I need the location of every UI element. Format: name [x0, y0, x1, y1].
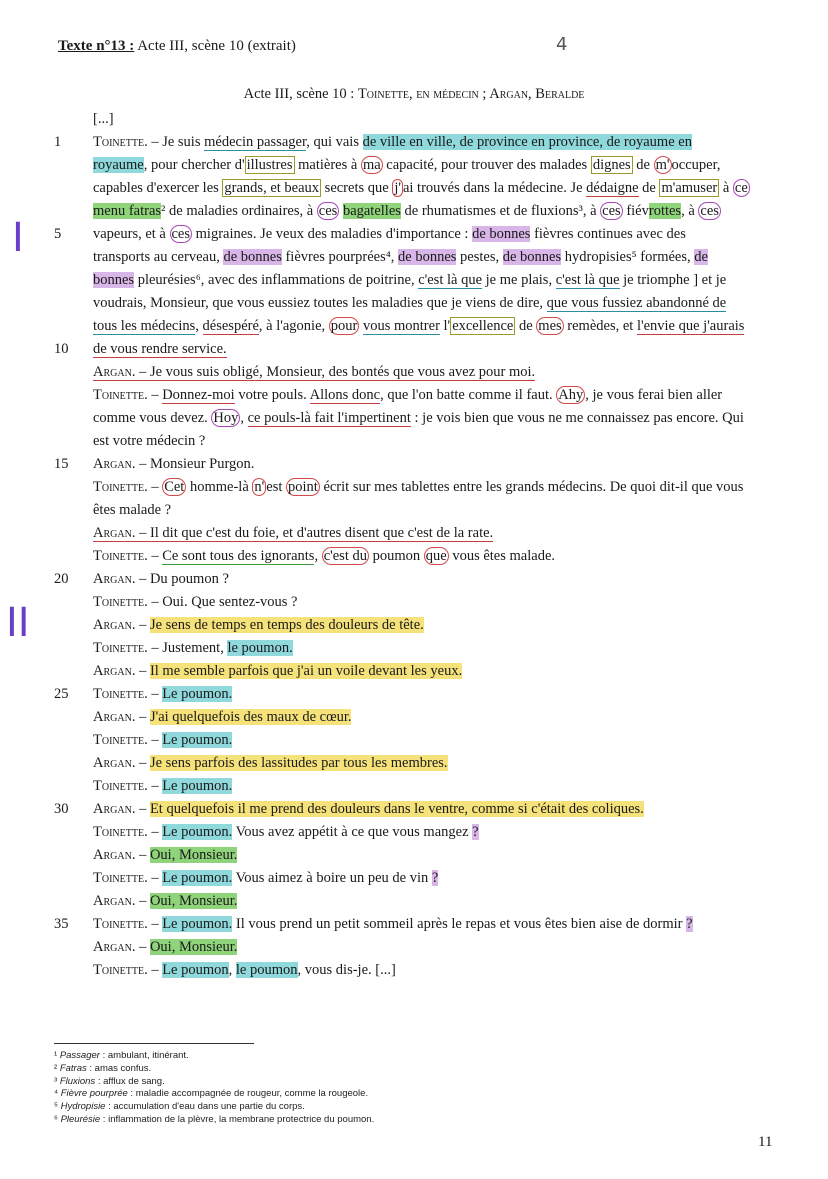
text-fragment: ? — [431, 870, 439, 886]
text-line — [0, 522, 828, 545]
text-fragment: Argan. – — [93, 709, 150, 725]
footnote — [54, 1101, 374, 1114]
speaker-name: Toinette — [93, 778, 145, 794]
line-text — [93, 959, 396, 982]
opening-ellipsis: [...] — [93, 111, 114, 127]
text-fragment: Le poumon. — [162, 870, 233, 886]
text-fragment: ce pouls-là fait l'impertinent — [247, 410, 411, 426]
line-text — [93, 821, 479, 844]
line-text — [93, 752, 448, 775]
text-fragment: fièvres continues avec des — [530, 226, 686, 242]
margin-part-two-mark: II — [6, 600, 30, 646]
text-fragment: médecin passager — [204, 134, 307, 150]
text-line — [0, 246, 828, 269]
text-fragment: transports au cerveau, — [93, 249, 224, 265]
text-fragment: tous les médecins — [93, 318, 196, 334]
text-fragment: c'est du — [323, 548, 367, 564]
footnote-number: ³ — [54, 1075, 60, 1087]
speaker-name: Argan — [93, 847, 132, 863]
text-fragment: , à l'agonie, — [258, 318, 329, 334]
line-text — [93, 453, 254, 476]
line-text — [93, 177, 750, 200]
text-fragment: , à — [681, 203, 699, 219]
line-number: 30 — [54, 801, 69, 817]
handwritten-mark: 4 — [556, 34, 568, 55]
text-fragment: de ville en ville, de province en province, de royaume en — [362, 134, 692, 150]
line-text — [93, 890, 237, 913]
speaker-name: Toinette — [93, 548, 145, 564]
line-text — [93, 476, 743, 499]
text-fragment: ² — [161, 203, 166, 219]
footnotes — [54, 1050, 374, 1127]
text-fragment: Hoy — [213, 410, 239, 426]
text-fragment: mes — [538, 318, 562, 334]
speaker-name: Toinette — [93, 962, 145, 978]
text-fragment: : je vois bien que vous ne me connaissez pas encore. Qui — [410, 410, 744, 426]
text-fragment: m'amuser — [661, 180, 718, 196]
footnote-number: ⁴ — [54, 1088, 61, 1100]
text-line — [0, 706, 828, 729]
line-number: 1 — [54, 134, 62, 150]
text-fragment: excellence — [452, 318, 514, 334]
line-text — [93, 292, 726, 315]
text-fragment: fiév — [622, 203, 649, 219]
text-line — [0, 315, 828, 338]
footnote-definition: : afflux de sang. — [95, 1075, 165, 1087]
text-fragment: Toinette. – — [93, 962, 163, 978]
text-fragment: ces — [318, 203, 338, 219]
text-line — [0, 200, 828, 223]
footnote-number: ⁶ — [54, 1113, 61, 1125]
speaker-name: Toinette — [93, 594, 145, 610]
text-fragment: poumon — [368, 548, 424, 564]
text-line — [0, 959, 828, 982]
footnote-separator — [54, 1043, 254, 1044]
text-fragment: vous êtes malade. — [448, 548, 556, 564]
line-number: 10 — [54, 341, 69, 357]
text-fragment: de — [632, 157, 654, 173]
text-fragment: vapeurs, et à — [93, 226, 170, 242]
text-line — [0, 890, 828, 913]
text-fragment: , — [228, 962, 236, 978]
text-fragment: Argan. – — [93, 617, 150, 633]
text-fragment: m' — [655, 157, 670, 173]
text-fragment: hydropisies⁵ formées, — [561, 249, 695, 265]
text-fragment: Oui, Monsieur. — [149, 939, 238, 955]
text-fragment: de bonnes — [502, 249, 562, 265]
text-fragment: Toinette. – Je suis — [93, 134, 205, 150]
line-text — [93, 913, 693, 936]
text-fragment: comme vous devez. — [93, 410, 212, 426]
line-number: 20 — [54, 571, 69, 587]
text-fragment: de — [638, 180, 660, 196]
speaker-name: Toinette — [93, 640, 145, 656]
text-fragment: Argan. – Je vous suis obligé, Monsieur, des bontés que vous avez pour moi. — [93, 364, 536, 380]
text-fragment: c'est là que — [555, 272, 620, 288]
footnote-term: Fièvre pourprée — [60, 1088, 128, 1100]
text-fragment: Argan. – Il dit que c'est du foie, et d'autres disent que c'est de la rate. — [93, 525, 494, 541]
text-fragment: Le poumon — [162, 962, 229, 978]
speaker-name: Toinette — [93, 732, 145, 748]
footnote-definition: : inflammation de la plèvre, la membrane protectrice du poumon. — [100, 1113, 375, 1125]
text-fragment: Je sens de temps en temps des douleurs de tête. — [149, 617, 424, 633]
text-fragment: de — [694, 249, 708, 265]
footnote-term: Fatras — [59, 1062, 87, 1074]
footnote-term: Pleurésie — [60, 1113, 101, 1125]
line-text — [93, 246, 708, 269]
text-fragment: bagatelles — [342, 203, 401, 219]
text-fragment: le poumon — [235, 962, 298, 978]
line-text — [93, 499, 171, 522]
footnote — [54, 1050, 374, 1063]
text-fragment: Argan. – — [93, 755, 150, 771]
text-fragment: Oui, Monsieur. — [149, 893, 238, 909]
text-line — [0, 798, 828, 821]
text-fragment: ces — [602, 203, 621, 219]
text-fragment: ma — [362, 157, 381, 173]
scene-title: Acte III, scène 10 : — [243, 86, 355, 102]
text-line — [0, 384, 828, 407]
text-line — [0, 361, 828, 384]
text-fragment: votre pouls. — [234, 387, 310, 403]
speaker-name: Toinette — [93, 686, 145, 702]
text-fragment: ces — [700, 203, 719, 219]
text-fragment: migraines. Je veux des maladies d'importance : — [192, 226, 473, 242]
footnote-definition: : accumulation d'eau dans une partie du corps. — [105, 1101, 305, 1113]
text-line — [0, 775, 828, 798]
text-fragment: n' — [254, 479, 265, 495]
line-number: 15 — [54, 456, 69, 472]
line-text — [93, 706, 351, 729]
text-fragment: le poumon. — [227, 640, 293, 656]
text-fragment: occuper, — [671, 157, 721, 173]
text-fragment: bonnes — [93, 272, 135, 288]
text-line — [0, 568, 828, 591]
speaker-name: Argan — [93, 571, 132, 587]
line-text — [93, 614, 424, 637]
text-fragment: capacité, pour trouver des malades — [382, 157, 591, 173]
text-fragment: grands, et beaux — [224, 180, 320, 196]
speaker-name: Argan — [93, 663, 132, 679]
text-line — [0, 844, 828, 867]
text-fragment: Toinette. – — [93, 732, 163, 748]
speaker-name: Toinette — [93, 134, 145, 150]
text-fragment: que vous fussiez abandonné de — [546, 295, 727, 311]
text-fragment: Oui, Monsieur. — [149, 847, 238, 863]
line-text — [93, 591, 298, 614]
text-fragment: écrit sur mes tablettes entre les grands médecins. De quoi dit-il que vous — [319, 479, 744, 495]
text-fragment: J'ai quelquefois des maux de cœur. — [149, 709, 352, 725]
text-header — [58, 38, 296, 55]
text-fragment: ce — [734, 180, 748, 196]
text-fragment: , pour chercher d' — [143, 157, 245, 173]
text-fragment: , qui vais — [306, 134, 363, 150]
text-fragment: , vous dis-je. [...] — [297, 962, 396, 978]
text-fragment: êtes malade ? — [93, 502, 172, 518]
speaker-name: Toinette — [93, 479, 145, 495]
line-text — [93, 660, 462, 683]
text-fragment: Donnez-moi — [162, 387, 235, 403]
text-fragment: Argan. – Du poumon ? — [93, 571, 229, 587]
line-text — [93, 131, 692, 154]
line-text — [93, 775, 232, 798]
line-text — [93, 798, 644, 821]
text-fragment: c'est là que — [418, 272, 483, 288]
text-line — [0, 430, 828, 453]
text-fragment: désespéré — [202, 318, 259, 334]
text-fragment: Ce sont tous des ignorants — [162, 548, 315, 564]
text-fragment: vous montrer — [362, 318, 440, 334]
text-fragment: Le poumon. — [162, 824, 233, 840]
text-fragment: l'envie que j'aurais — [636, 318, 745, 334]
text-fragment: ? — [686, 916, 693, 932]
footnote-definition: : maladie accompagnée de rougeur, comme la rougeole. — [127, 1088, 369, 1100]
text-line — [0, 729, 828, 752]
text-fragment: Toinette. – — [93, 479, 163, 495]
text-fragment: Argan. – — [93, 663, 150, 679]
text-line — [0, 752, 828, 775]
text-line — [0, 936, 828, 959]
text-line — [0, 476, 828, 499]
text-line — [0, 292, 828, 315]
text-fragment: menu fatras — [93, 203, 162, 219]
scene-heading — [0, 86, 828, 103]
text-fragment: Cet — [164, 479, 185, 495]
text-line — [0, 177, 828, 200]
text-line — [0, 338, 828, 361]
footnote-number: ² — [54, 1062, 60, 1074]
text-fragment: Il me semble parfois que j'ai un voile devant les yeux. — [149, 663, 463, 679]
text-fragment: dignes — [592, 157, 631, 173]
text-fragment: remèdes, et — [563, 318, 637, 334]
text-fragment: Toinette. – — [93, 870, 163, 886]
scene-characters: Toinette, en médecin ; Argan, Beralde — [357, 86, 585, 102]
text-fragment: de bonnes — [472, 226, 531, 242]
text-fragment: est — [266, 479, 286, 495]
footnote-definition: : ambulant, itinérant. — [99, 1050, 189, 1061]
text-fragment: pestes, — [456, 249, 503, 265]
line-text — [93, 269, 726, 292]
text-line — [0, 499, 828, 522]
text-fragment: , — [314, 548, 322, 564]
text-fragment: illustres — [246, 157, 293, 173]
text-fragment: ces — [171, 226, 191, 242]
text-fragment: Toinette. – Justement, — [93, 640, 228, 656]
text-fragment: je me plais, — [482, 272, 556, 288]
text-fragment: Je sens parfois des lassitudes par tous les membres. — [149, 755, 448, 771]
speaker-name: Argan — [93, 939, 132, 955]
footnote-term: Passager — [59, 1050, 100, 1061]
text-fragment: Le poumon. — [162, 778, 233, 794]
text-fragment: Toinette. – — [93, 916, 163, 932]
text-fragment: Le poumon. — [162, 732, 233, 748]
line-text — [93, 315, 744, 338]
page-number: 11 — [758, 1134, 773, 1150]
text-fragment: Le poumon. — [162, 686, 233, 702]
footnote — [54, 1076, 374, 1089]
footnote-number: ¹ — [54, 1050, 60, 1061]
text-fragment: , que l'on batte comme il faut. — [380, 387, 557, 403]
text-line — [0, 223, 828, 246]
margin-part-one-mark: I — [12, 215, 24, 261]
text-line — [0, 683, 828, 706]
line-text — [93, 867, 438, 890]
text-fragment: ai trouvés dans la médecine. Je — [402, 180, 587, 196]
text-fragment: fièvres pourprées⁴, — [281, 249, 399, 265]
text-fragment: pour — [330, 318, 358, 334]
text-line — [0, 614, 828, 637]
text-fragment: Ahy — [558, 387, 584, 403]
text-fragment: je triomphe ] et je — [619, 272, 727, 288]
text-line — [0, 453, 828, 476]
text-fragment: Argan. – — [93, 847, 150, 863]
text-fragment: à — [719, 180, 733, 196]
text-fragment: est votre médecin ? — [93, 433, 206, 449]
text-fragment: matières à — [294, 157, 361, 173]
text-line — [0, 867, 828, 890]
line-text — [93, 936, 237, 959]
text-line — [0, 269, 828, 292]
text-fragment: de maladies ordinaires, à — [165, 203, 317, 219]
ellipsis-line — [0, 108, 828, 131]
line-text — [93, 568, 229, 591]
line-text — [93, 683, 232, 706]
text-fragment: de rhumatismes et de fluxions³, à — [400, 203, 601, 219]
text-line — [0, 545, 828, 568]
line-text — [93, 338, 227, 361]
text-fragment: point — [288, 479, 318, 495]
line-number: 5 — [54, 226, 62, 242]
line-text — [93, 729, 232, 752]
text-line — [0, 591, 828, 614]
text-fragment: , — [240, 410, 248, 426]
line-text — [93, 154, 720, 177]
line-text — [93, 522, 493, 545]
text-fragment: Toinette. – — [93, 824, 163, 840]
footnote-term: Fluxions — [59, 1075, 96, 1087]
text-fragment: homme-là — [186, 479, 253, 495]
text-fragment: Argan. – Monsieur Purgon. — [93, 456, 255, 472]
text-fragment: secrets que — [321, 180, 393, 196]
speaker-name: Argan — [93, 456, 132, 472]
text-fragment: Allons donc — [309, 387, 381, 403]
line-text — [93, 844, 237, 867]
line-text — [93, 637, 293, 660]
text-fragment: dédaigne — [586, 180, 639, 196]
text-fragment: Le poumon. — [162, 916, 233, 932]
speaker-name: Argan — [93, 525, 132, 541]
speaker-name: Toinette — [93, 870, 145, 886]
text-fragment: Il vous prend un petit sommeil après le repas et vous êtes bien aise de dormir — [232, 916, 687, 932]
text-fragment: Toinette. – — [93, 387, 163, 403]
text-fragment: voudrais, Monsieur, que vous eussiez toutes les maladies que je viens de dire, — [93, 295, 547, 311]
speaker-name: Argan — [93, 364, 132, 380]
text-line — [0, 154, 828, 177]
text-fragment: Argan. – — [93, 893, 150, 909]
line-text — [93, 200, 721, 223]
text-fragment: de bonnes — [398, 249, 457, 265]
text-line — [0, 660, 828, 683]
text-fragment: , je vous ferai bien aller — [585, 387, 723, 403]
footnote-definition: : amas confus. — [86, 1062, 152, 1074]
speaker-name: Argan — [93, 893, 132, 909]
text-line — [0, 913, 828, 936]
text-fragment: Vous aimez à boire un peu de vin — [232, 870, 432, 886]
text-fragment: capables d'exercer les — [93, 180, 223, 196]
line-text — [93, 361, 535, 384]
text-fragment: de bonnes — [223, 249, 282, 265]
footnote — [54, 1063, 374, 1076]
text-fragment: de vous rendre service. — [93, 341, 227, 357]
text-fragment: Toinette. – — [93, 686, 163, 702]
speaker-name: Toinette — [93, 824, 145, 840]
line-number: 35 — [54, 916, 69, 932]
text-fragment: ? — [472, 824, 479, 840]
line-text — [93, 430, 205, 453]
text-source: Acte III, scène 10 (extrait) — [137, 38, 296, 54]
speaker-name: Argan — [93, 801, 132, 817]
text-line — [0, 637, 828, 660]
speaker-name: Toinette — [93, 916, 145, 932]
text-line — [0, 131, 828, 154]
line-text — [93, 384, 722, 407]
line-text — [93, 407, 744, 430]
text-fragment: j' — [394, 180, 401, 196]
text-line — [0, 821, 828, 844]
text-fragment: pleurésies⁶, avec des inflammations de poitrine, — [134, 272, 419, 288]
text-fragment: rottes — [648, 203, 682, 219]
text-fragment: Toinette. – Oui. Que sentez-vous ? — [93, 594, 298, 610]
text-fragment: royaume — [93, 157, 144, 173]
footnote — [54, 1114, 374, 1127]
text-fragment: que — [425, 548, 447, 564]
footnote — [54, 1088, 374, 1101]
footnote-number: ⁵ — [54, 1101, 61, 1113]
text-number-label: Texte n°13 : — [58, 38, 135, 54]
text-fragment: Argan. – — [93, 939, 150, 955]
text-fragment: l' — [439, 318, 451, 334]
line-text — [93, 545, 555, 568]
speaker-name: Argan — [93, 755, 132, 771]
footnote-term: Hydropisie — [60, 1101, 106, 1113]
text-fragment: , — [195, 318, 203, 334]
text-fragment: Et quelquefois il me prend des douleurs dans le ventre, comme si c'était des coliques. — [149, 801, 644, 817]
line-number: 25 — [54, 686, 69, 702]
text-fragment: Toinette. – — [93, 548, 163, 564]
speaker-name: Argan — [93, 709, 132, 725]
text-fragment: Vous avez appétit à ce que vous mangez — [232, 824, 473, 840]
speaker-name: Toinette — [93, 387, 145, 403]
speaker-name: Argan — [93, 617, 132, 633]
text-fragment: de — [515, 318, 537, 334]
text-line — [0, 407, 828, 430]
line-text — [93, 223, 686, 246]
text-fragment: Argan. – — [93, 801, 150, 817]
text-fragment: Toinette. – — [93, 778, 163, 794]
